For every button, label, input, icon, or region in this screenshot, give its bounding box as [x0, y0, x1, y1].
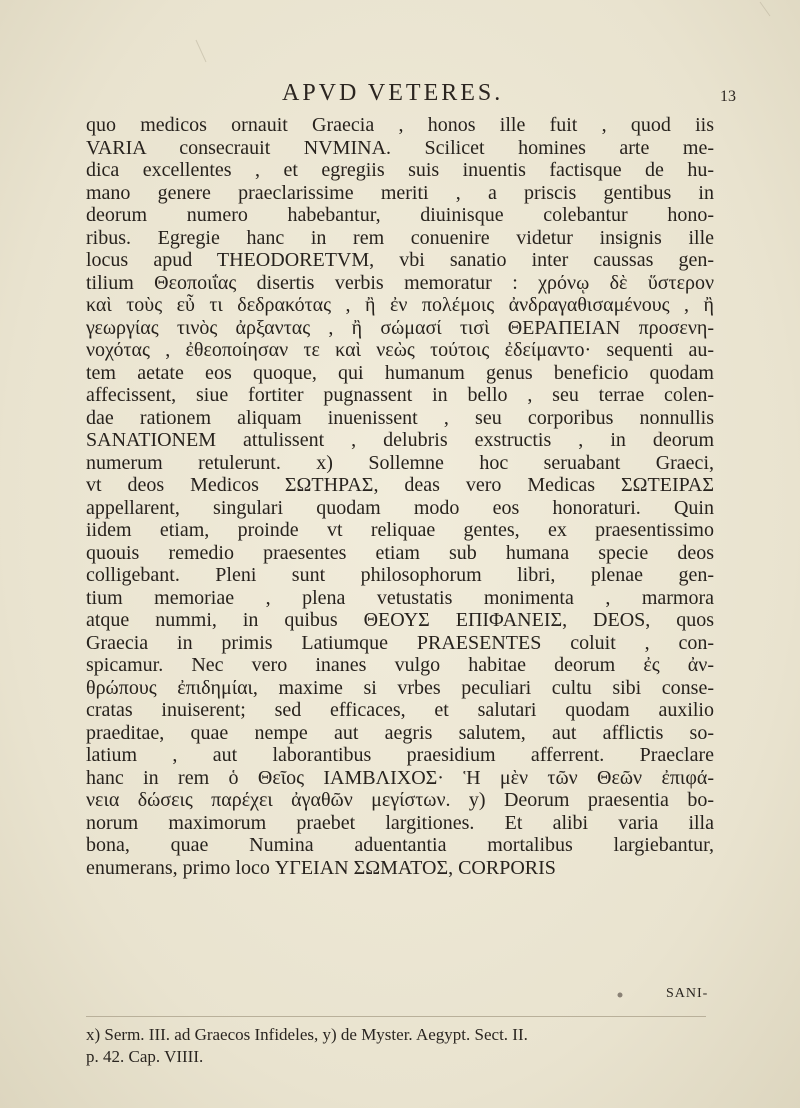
text-line: colligebant. Pleni sunt philosophorum libri, plenae gen- [86, 564, 714, 586]
text-line: θρώπους ἐπιδημίαι, maxime si vrbes peculiari cultu sibi conse- [86, 676, 714, 699]
text-line: quouis remedio praesentes etiam sub humana specie deos [86, 541, 714, 564]
text-line: νοχότας , ἐθεοποίησαν τε καὶ νεὼς τούτοις ἐδείμαντο· sequenti au- [86, 339, 714, 361]
text-line: dica excellentes , et egregiis suis inuentis factisque de hu- [86, 159, 714, 181]
text-line: Graecia in primis Latiumque PRAESENTES coluit , con- [86, 631, 714, 654]
text-line: hanc in rem ὁ Θεῖος ΙΑΜΒΛΙΧΟΣ· Ἡ μὲν τῶν Θεῶν ἐπιφά- [86, 766, 714, 789]
text-line: bona, quae Numina aduentantia mortalibus largiebantur, [86, 834, 714, 856]
text-line: numerum retulerunt. x) Sollemne hoc seruabant Graeci, [86, 451, 714, 474]
text-line: locus apud THEODORETVM, vbi sanatio inter caussas gen- [86, 249, 714, 271]
text-line: iidem etiam, proinde vt reliquae gentes, ex praesentissimo [86, 519, 714, 541]
footnote-line: x) Serm. III. ad Graecos Infideles, y) de Myster. Aegypt. Sect. II. [86, 1025, 528, 1044]
text-line: καὶ τοὺς εὖ τι δεδρακότας , ἢ ἐν πολέμοις ἀνδραγαθισαμένους , ἢ [86, 294, 714, 316]
text-line: νεια δώσεις παρέχει ἀγαθῶν μεγίστων. y) Deorum praesentia bo- [86, 789, 714, 811]
text-line: ribus. Egregie hanc in rem conuenire videtur insignis ille [86, 226, 714, 249]
text-line: cratas inuiserent; sed efficaces, et salutari quodam auxilio [86, 699, 714, 721]
text-line: norum maximorum praebet largitiones. Et alibi varia illa [86, 811, 714, 834]
footnotes [86, 1024, 726, 1068]
text-line: tilium Θεοποιΐας disertis verbis memoratur : χρόνῳ δὲ ὕστερον [86, 271, 714, 294]
text-line: SANATIONEM attulissent , delubris exstructis , in deorum [86, 429, 714, 451]
text-line: deorum numero habebantur, diuinisque colebantur hono- [86, 204, 714, 226]
page-number: 13 [720, 88, 736, 105]
text-line: latium , aut laborantibus praesidium afferrent. Praeclare [86, 744, 714, 766]
running-head [0, 80, 800, 114]
text-line: appellarent, singulari quodam modo eos honoraturi. Quin [86, 496, 714, 519]
text-line: quo medicos ornauit Graecia , honos ille fuit , quod iis [86, 114, 714, 136]
text-line: dae rationem aliquam inuenissent , seu corporibus nonnullis [86, 406, 714, 429]
text-line: vt deos Medicos ΣΩΤΗΡΑΣ, deas vero Medicas ΣΩΤΕΙΡΑΣ [86, 474, 714, 496]
main-text-block [86, 114, 714, 879]
text-line: mano genere praeclarissime meriti , a priscis gentibus in [86, 181, 714, 204]
text-line: atque nummi, in quibus ΘΕΟΥΣ ΕΠΙΦΑΝΕΙΣ, DEOS, quos [86, 609, 714, 631]
text-line: enumerans, primo loco ΥΓΕΙΑΝ ΣΩΜΑΤΟΣ, CORPORIS [86, 856, 556, 879]
text-line: praeditae, quae nempe aut aegris salutem, aut afflictis so- [86, 721, 714, 744]
catchword: SANI- [666, 986, 709, 1001]
footnote-rule [86, 1016, 706, 1017]
text-line: spicamur. Nec vero inanes vulgo habitae deorum ἐς ἀν- [86, 654, 714, 676]
text-line: tem aetate eos quoque, qui humanum genus beneficio quodam [86, 361, 714, 384]
text-line: tium memoriae , plena vetustatis monimenta , marmora [86, 586, 714, 609]
text-line: γεωργίας τινὸς ἀρξαντας , ἢ σώμασί τισὶ ΘΕΡΑΠΕΙΑΝ προσενη- [86, 316, 714, 339]
running-title: APVD VETERES. [282, 80, 504, 106]
footnote-line: p. 42. Cap. VIIII. [86, 1047, 204, 1066]
text-line: VARIA consecrauit NVMINA. Scilicet homines arte me- [86, 136, 714, 159]
text-line: affecissent, siue fortiter pugnassent in bello , seu terrae colen- [86, 384, 714, 406]
